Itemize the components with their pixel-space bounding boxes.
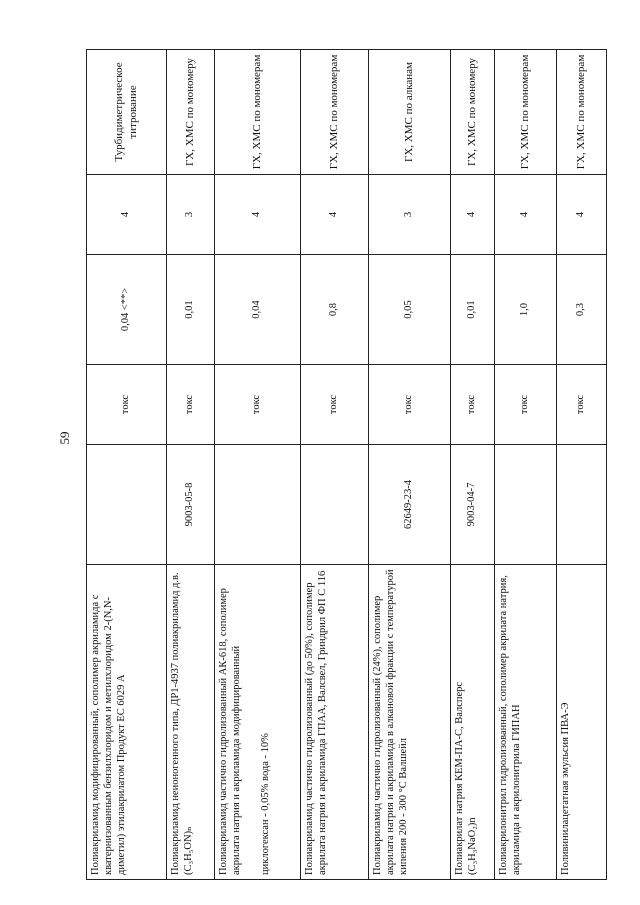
cell-analysis-method: ГХ, ХМС по мономерам <box>215 50 301 175</box>
cell-hazard-indicator: токс <box>557 365 607 445</box>
cell-hazard-class: 4 <box>557 175 607 255</box>
table-row <box>495 50 557 880</box>
cell-analysis-method: ГХ, ХМС по мономеру <box>167 50 215 175</box>
cell-analysis-method: ГХ, ХМС по алканам <box>369 50 451 175</box>
cell-cas-number <box>301 445 369 565</box>
chemical-formula: (C₃H₃NaO₂)n <box>466 817 478 875</box>
cell-concentration-value: 0,3 <box>557 255 607 365</box>
rotated-table-container <box>86 50 606 880</box>
cell-concentration-value: 0,01 <box>167 255 215 365</box>
cell-substance-name: Полиакриламид неионогенного типа, ДР1-4937 полиакриламид д.в. (C₃H₅ON)ₙ <box>167 565 215 880</box>
cell-concentration-value: 0,04 <**> <box>87 255 167 365</box>
cell-hazard-indicator: токс <box>215 365 301 445</box>
cell-analysis-method: ГХ, ХМС по мономерам <box>495 50 557 175</box>
cell-substance-name: Полиакриламид частично гидролизованный АК-618, сополимер акрилата натрия и акриламида модифицированный циклогексан - 0,05% вода - 10% <box>215 565 301 880</box>
cell-hazard-class: 4 <box>301 175 369 255</box>
cell-hazard-indicator: токс <box>369 365 451 445</box>
cell-substance-name: Полиакрилат натрия КЕМ-ПА-С, Валсперс (C₃H₃NaO₂)n <box>451 565 495 880</box>
cell-cas-number <box>495 445 557 565</box>
cell-analysis-method: ГХ, ХМС по мономеру <box>451 50 495 175</box>
cell-hazard-indicator: токс <box>451 365 495 445</box>
table-row <box>301 50 369 880</box>
cell-concentration-value: 0,01 <box>451 255 495 365</box>
cell-cas-number <box>557 445 607 565</box>
cell-hazard-class: 4 <box>451 175 495 255</box>
cell-substance-name: Поливинилацетатная эмульсия ПВА-Э <box>557 565 607 880</box>
substances-table <box>86 49 607 880</box>
cell-hazard-indicator: токс <box>87 365 167 445</box>
cell-substance-name: Полиакриламид модифицированный, сополимер акриламида с кватернизованным бензилхлоридом и метилхлоридом 2-(N,N-диметил) этилакрилатом Продукт ЕС 6029 А <box>87 565 167 880</box>
table-row <box>87 50 167 880</box>
cell-hazard-class: 3 <box>369 175 451 255</box>
page-number: 59 <box>57 431 72 445</box>
cell-cas-number: 62649-23-4 <box>369 445 451 565</box>
cell-analysis-method: ГХ, ХМС по мономерам <box>557 50 607 175</box>
table-row <box>451 50 495 880</box>
cell-hazard-class: 3 <box>167 175 215 255</box>
cell-concentration-value: 0,8 <box>301 255 369 365</box>
cell-hazard-indicator: токс <box>301 365 369 445</box>
cell-hazard-indicator: токс <box>495 365 557 445</box>
cell-hazard-class: 4 <box>495 175 557 255</box>
cell-substance-name: Полиакриламид частично гидролизованный (24%), сополимер акрилата натрия и акриламида в алкановой фракции с температурой кипения 200 - 300 °С Валшейл <box>369 565 451 880</box>
cell-analysis-method: Турбидиметрическое титрование <box>87 50 167 175</box>
table-row <box>215 50 301 880</box>
cell-hazard-indicator: токс <box>167 365 215 445</box>
cell-substance-name: Полиакриламид частично гидролизованный (до 50%), сополимер акрилата натрия и акриламида ГПАА, Валсвел, Гриндрил ФП С 116 <box>301 565 369 880</box>
cell-cas-number: 9003-05-8 <box>167 445 215 565</box>
cell-concentration-value: 1,0 <box>495 255 557 365</box>
table-row <box>167 50 215 880</box>
table-row <box>369 50 451 880</box>
cell-substance-name: Полиакрилонитрил гидролизованный, сополимер акрилата натрия, акриламида и акрилонитрила ГИПАН <box>495 565 557 880</box>
cell-cas-number <box>87 445 167 565</box>
table-row <box>557 50 607 880</box>
composition-note: циклогексан - 0,05% вода - 10% <box>259 733 271 875</box>
cell-concentration-value: 0,05 <box>369 255 451 365</box>
cell-hazard-class: 4 <box>87 175 167 255</box>
cell-hazard-class: 4 <box>215 175 301 255</box>
cell-cas-number <box>215 445 301 565</box>
cell-cas-number: 9003-04-7 <box>451 445 495 565</box>
cell-concentration-value: 0,04 <box>215 255 301 365</box>
cell-analysis-method: ГХ, ХМС по мономерам <box>301 50 369 175</box>
chemical-formula: (C₃H₅ON)ₙ <box>182 826 194 875</box>
